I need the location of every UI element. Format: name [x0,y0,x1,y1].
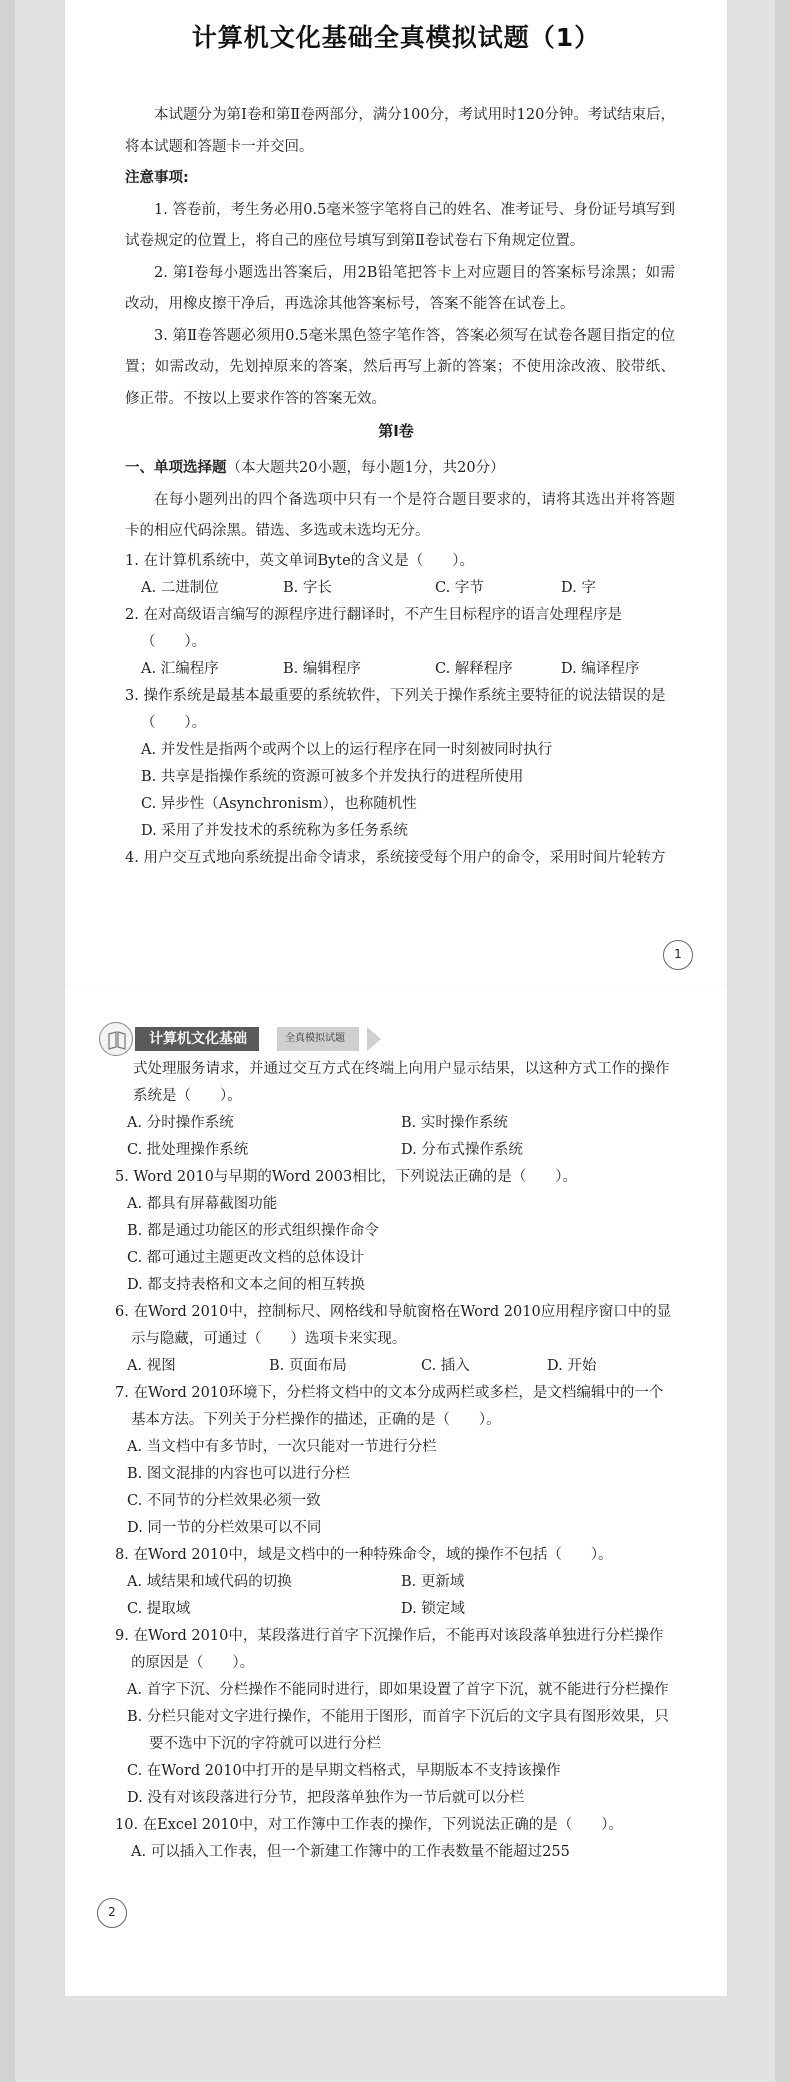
option: C. 异步性（Asynchronism），也称随机性 [141,795,417,812]
question-stem: 6. 在Word 2010中，控制标尺、网格线和导航窗格在Word 2010应用程序窗口中的显示与隐藏，可通过（ ）选项卡来实现。 [115,1304,672,1347]
page-number: 2 [97,1898,127,1928]
question-stem: 9. 在Word 2010中，某段落进行首字下沉操作后，不能再对该段落单独进行分栏操作的原因是（ ）。 [115,1628,664,1671]
option: B. 字长 [283,579,332,596]
notice-item: 1. 答卷前，考生务必用0.5毫米签字笔将自己的姓名、准考证号、身份证号填写到试卷规定的位置上，将自己的座位号填写到第Ⅱ卷试卷右下角规定位置。 [125,201,675,249]
header-title: 计算机文化基础 [135,1027,259,1051]
page-2 [65,986,727,1996]
page-number: 1 [663,940,693,970]
section-instructions: 在每小题列出的四个备选项中只有一个是符合题目要求的，请将其选出并将答题卡的相应代码涂黑。错选、多选或未选均无分。 [125,491,675,539]
option: B. 编辑程序 [283,660,361,677]
option: D. 字 [561,579,596,596]
options-row [125,656,675,683]
option: B. 都是通过功能区的形式组织操作命令 [127,1223,379,1239]
option: A. 二进制位 [141,579,219,596]
intro-paragraph: 本试题分为第Ⅰ卷和第Ⅱ卷两部分，满分100分，考试用时120分钟。考试结束后，将本试题和答题卡一并交回。 [125,107,675,155]
option: A. 汇编程序 [141,660,219,677]
options-row [115,1353,675,1380]
page-1 [65,0,727,986]
option: C. 批处理操作系统 [127,1142,249,1158]
option: A. 分时操作系统 [127,1115,234,1131]
option: A. 域结果和域代码的切换 [127,1574,292,1590]
question-stem: 7. 在Word 2010环境下，分栏将文档中的文本分成两栏或多栏，是文档编辑中的一个基本方法。下列关于分栏操作的描述，正确的是（ ）。 [115,1385,664,1428]
notice-item: 3. 第Ⅱ卷答题必须用0.5毫米黑色签字笔作答，答案必须写在试卷各题目指定的位置；如需改动，先划掉原来的答案，然后再写上新的答案；不使用涂改液、胶带纸、修正带。不按以上要求作答的答案无效。 [125,327,675,407]
option: D. 都支持表格和文本之间的相互转换 [127,1277,365,1293]
section-note: （本大题共20小题，每小题1分，共20分） [226,460,505,476]
question-stem: 3. 操作系统是最基本最重要的系统软件，下列关于操作系统主要特征的说法错误的是（ ）。 [125,687,666,731]
option: A. 并发性是指两个或两个以上的运行程序在同一时刻被同时执行 [141,741,553,758]
option: A. 可以插入工作表，但一个新建工作簿中的工作表数量不能超过255 [131,1844,570,1860]
notice-heading: 注意事项: [125,170,189,186]
page-title: 计算机文化基础全真模拟试题（1） [191,23,601,52]
option: D. 分布式操作系统 [401,1142,523,1158]
option: D. 锁定域 [401,1601,465,1617]
question-stem: 10. 在Excel 2010中，对工作簿中工作表的操作，下列说法正确的是（ ）。 [115,1817,624,1833]
option: B. 更新域 [401,1574,465,1590]
options-row [125,575,675,602]
option: D. 没有对该段落进行分节，把段落单独作为一节后就可以分栏 [127,1790,525,1806]
options-row [115,1596,675,1623]
option: B. 分栏只能对文字进行操作，不能用于图形，而首字下沉后的文字具有图形效果，只要不选中下沉的字符就可以进行分栏 [127,1709,669,1752]
option: A. 当文档中有多节时，一次只能对一节进行分栏 [127,1439,437,1455]
section-title: 一、单项选择题 [125,460,227,476]
option: D. 开始 [547,1358,597,1374]
question-stem: 8. 在Word 2010中，域是文档中的一种特殊命令，域的操作不包括（ ）。 [115,1547,613,1563]
question-stem: 4. 用户交互式地向系统提出命令请求，系统接受每个用户的命令，采用时间片轮转方 [125,849,666,866]
volume-heading: 第Ⅰ卷 [378,422,414,440]
running-header [99,1022,399,1056]
options-row [115,1137,675,1164]
option: B. 图文混排的内容也可以进行分栏 [127,1466,350,1482]
header-arrow [367,1027,381,1051]
options-row [115,1110,675,1137]
question-stem: 2. 在对高级语言编写的源程序进行翻译时，不产生目标程序的语言处理程序是（ ）。 [125,606,622,650]
question-stem: 1. 在计算机系统中，英文单词Byte的含义是（ ）。 [125,552,474,569]
question-stem: 5. Word 2010与早期的Word 2003相比，下列说法正确的是（ ）。 [115,1169,577,1185]
option: A. 都具有屏幕截图功能 [127,1196,278,1212]
document-viewer [15,0,775,2082]
header-subtitle: 全真模拟试题 [277,1027,359,1051]
option: B. 实时操作系统 [401,1115,508,1131]
option: C. 在Word 2010中打开的是早期文档格式，早期版本不支持该操作 [127,1763,561,1779]
questions-continued [115,1056,675,1866]
book-icon [99,1022,133,1056]
intro-block [125,100,675,415]
option: C. 不同节的分栏效果必须一致 [127,1493,321,1509]
notice-item: 2. 第Ⅰ卷每小题选出答案后，用2B铅笔把答卡上对应题目的答案标号涂黑；如需改动，用橡皮擦干净后，再选涂其他答案标号，答案不能答在试卷上。 [125,264,675,312]
option: D. 同一节的分栏效果可以不同 [127,1520,322,1536]
option: C. 字节 [435,579,484,596]
option: C. 提取域 [127,1601,191,1617]
option: C. 都可通过主题更改文档的总体设计 [127,1250,365,1266]
section-one [125,453,675,872]
question-stem-continued: 式处理服务请求，并通过交互方式在终端上向用户显示结果，以这种方式工作的操作系统是（ ）。 [133,1061,670,1104]
option: C. 插入 [421,1358,470,1374]
options-row [115,1569,675,1596]
option: D. 编译程序 [561,660,640,677]
option: B. 页面布局 [269,1358,347,1374]
option: A. 视图 [127,1358,176,1374]
option: D. 采用了并发技术的系统称为多任务系统 [141,822,408,839]
option: A. 首字下沉、分栏操作不能同时进行，即如果设置了首字下沉，就不能进行分栏操作 [127,1682,669,1698]
option: C. 解释程序 [435,660,513,677]
option: B. 共享是指操作系统的资源可被多个并发执行的进程所使用 [141,768,524,785]
